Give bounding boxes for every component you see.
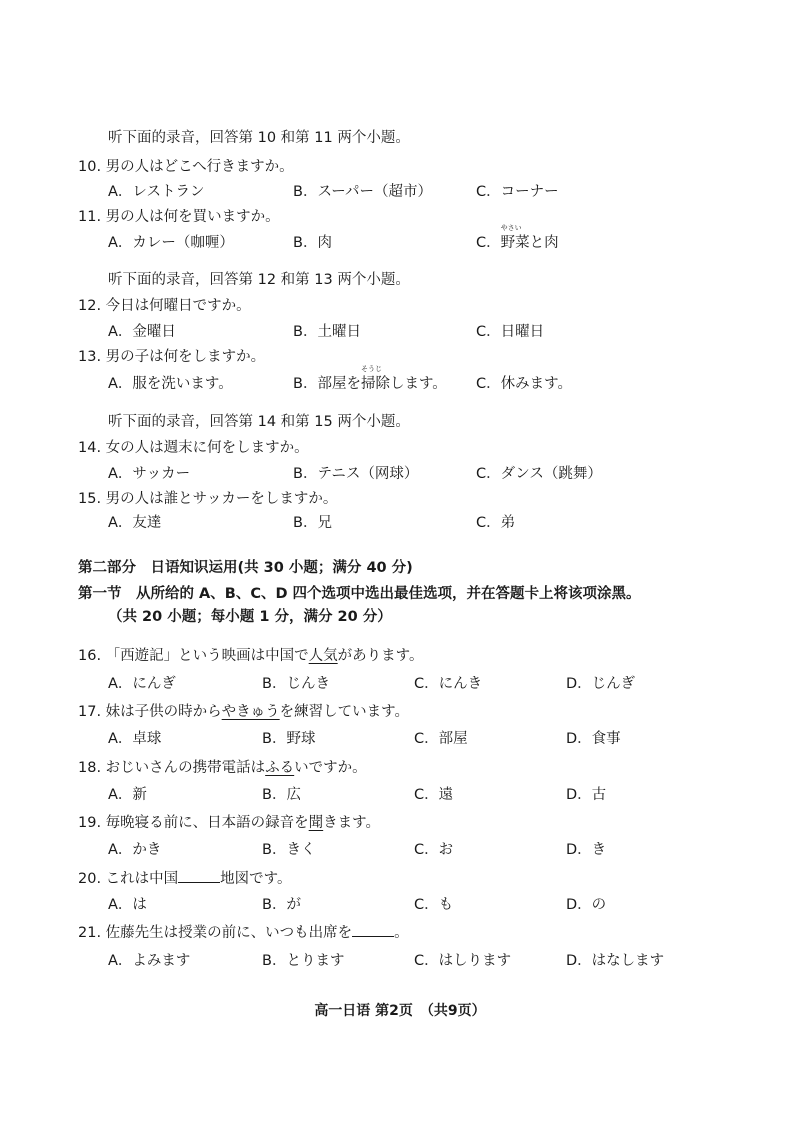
q11-option-a[interactable]: A．カレー（咖喱） <box>108 235 234 251</box>
q16-option-d[interactable]: D．じんぎ <box>566 676 636 692</box>
q20-option-b[interactable]: B．が <box>262 897 301 913</box>
q19-option-a[interactable]: A．かき <box>108 842 162 858</box>
question-17 <box>78 702 409 722</box>
q11-option-b[interactable]: B．肉 <box>293 235 332 251</box>
question-number: 18. <box>78 760 102 776</box>
q17-option-b[interactable]: B．野球 <box>262 731 316 747</box>
q21-option-a[interactable]: A．よみます <box>108 953 191 969</box>
kanji-base: 野菜 <box>500 235 530 251</box>
question-text-pre: 妹は子供の時から <box>105 704 222 720</box>
question-13 <box>78 347 265 367</box>
furigana-reading: そうじ <box>360 365 382 373</box>
option-letter: C． <box>476 235 501 251</box>
question-text-pre: 佐藤先生は授業の前に、いつも出席を <box>105 925 353 941</box>
q21-option-d[interactable]: D．はなします <box>566 953 665 969</box>
q11-option-c[interactable] <box>476 224 559 253</box>
q19-option-c[interactable]: C．お <box>414 842 454 858</box>
question-text: 今日は何曜日ですか。 <box>105 298 251 314</box>
listening-instruction-10-11: 听下面的录音，回答第 10 和第 11 两个小题。 <box>108 130 410 146</box>
question-number: 21. <box>78 925 102 941</box>
furigana-reading: やさい <box>500 224 522 232</box>
q18-option-c[interactable]: C．遠 <box>414 787 454 803</box>
q17-option-d[interactable]: D．食事 <box>566 731 621 747</box>
page-footer: 高一日语 第2页 （共9页） <box>314 1003 486 1019</box>
question-text: 男の人は何を買いますか。 <box>105 209 280 225</box>
question-number: 20. <box>78 871 102 887</box>
q12-option-c[interactable]: C．日曜日 <box>476 324 545 340</box>
question-text-post: があります。 <box>337 648 424 664</box>
q17-option-c[interactable]: C．部屋 <box>414 731 468 747</box>
q12-option-b[interactable]: B．土曜日 <box>293 324 361 340</box>
q15-option-c[interactable]: C．弟 <box>476 515 516 531</box>
furigana-word <box>360 365 390 394</box>
listening-instruction-12-13: 听下面的录音，回答第 12 和第 13 两个小题。 <box>108 272 410 288</box>
question-14 <box>78 438 309 458</box>
q14-option-c[interactable]: C．ダンス（跳舞） <box>476 466 602 482</box>
q15-option-a[interactable]: A．友達 <box>108 515 162 531</box>
option-tail: します。 <box>389 376 447 392</box>
question-text: 男の人は誰とサッカーをしますか。 <box>105 491 338 507</box>
question-text-pre: これは中国 <box>105 871 179 887</box>
q20-option-a[interactable]: A．は <box>108 897 147 913</box>
q16-option-b[interactable]: B．じんき <box>262 676 330 692</box>
q14-option-a[interactable]: A．サッカー <box>108 466 191 482</box>
q10-option-a[interactable]: A．レストラン <box>108 184 205 200</box>
question-number: 11. <box>78 209 102 225</box>
kanji-base: 掃除 <box>360 376 390 392</box>
q10-option-c[interactable]: C．コーナー <box>476 184 559 200</box>
underlined-word: やきゅう <box>221 704 280 720</box>
question-10 <box>78 157 294 177</box>
question-number: 14. <box>78 440 102 456</box>
q12-option-a[interactable]: A．金曜日 <box>108 324 176 340</box>
answer-blank <box>178 868 220 883</box>
q14-option-b[interactable]: B．テニス（网球） <box>293 466 419 482</box>
q15-option-b[interactable]: B．兄 <box>293 515 332 531</box>
q20-option-d[interactable]: D．の <box>566 897 607 913</box>
listening-instruction-14-15: 听下面的录音，回答第 14 和第 15 两个小题。 <box>108 414 410 430</box>
q17-option-a[interactable]: A．卓球 <box>108 731 162 747</box>
section-1-scoring: （共 20 小题；每小题 1 分，满分 20 分） <box>108 609 392 625</box>
question-text-pre: おじいさんの携帯電話は <box>105 760 266 776</box>
question-20 <box>78 868 292 889</box>
q18-option-a[interactable]: A．新 <box>108 787 147 803</box>
question-text: 女の人は週末に何をしますか。 <box>105 440 309 456</box>
question-16 <box>78 646 424 666</box>
q21-option-c[interactable]: C．はしります <box>414 953 512 969</box>
question-number: 10. <box>78 159 102 175</box>
question-text-post: いですか。 <box>294 760 367 776</box>
q18-option-d[interactable]: D．古 <box>566 787 607 803</box>
question-number: 17. <box>78 704 102 720</box>
option-prefix: B．部屋を <box>293 376 361 392</box>
question-15 <box>78 489 337 509</box>
question-text-post: きます。 <box>323 815 381 831</box>
question-text-pre: 毎晩寝る前に、日本語の録音を <box>105 815 309 831</box>
q13-option-b[interactable] <box>293 365 447 394</box>
question-text: 男の人はどこへ行きますか。 <box>105 159 294 175</box>
q10-option-b[interactable]: B．スーパー（超市） <box>293 184 432 200</box>
section-1-instruction: 第一节 从所给的 A、B、C、D 四个选项中选出最佳选项，并在答题卡上将该项涂黑。 <box>78 586 641 602</box>
underlined-word: 聞 <box>308 815 324 831</box>
question-number: 15. <box>78 491 102 507</box>
question-18 <box>78 758 367 778</box>
underlined-word: 人気 <box>308 648 338 664</box>
question-text-pre: 「西遊記」という映画は中国で <box>105 648 309 664</box>
q20-option-c[interactable]: C．も <box>414 897 454 913</box>
question-number: 19. <box>78 815 102 831</box>
question-number: 13. <box>78 349 102 365</box>
question-11 <box>78 207 280 227</box>
underlined-word: ふる <box>265 760 295 776</box>
question-number: 12. <box>78 298 102 314</box>
question-12 <box>78 296 251 316</box>
q18-option-b[interactable]: B．広 <box>262 787 301 803</box>
q16-option-a[interactable]: A．にんぎ <box>108 676 176 692</box>
question-number: 16. <box>78 648 102 664</box>
question-21 <box>78 922 409 943</box>
q13-option-c[interactable]: C．休みます。 <box>476 376 572 392</box>
question-text: 男の子は何をしますか。 <box>105 349 266 365</box>
q16-option-c[interactable]: C．にんき <box>414 676 483 692</box>
question-text-post: 。 <box>394 925 409 941</box>
question-text-post: を練習しています。 <box>279 704 410 720</box>
q13-option-a[interactable]: A．服を洗います。 <box>108 376 233 392</box>
q19-option-b[interactable]: B．きく <box>262 842 316 858</box>
q19-option-d[interactable]: D．き <box>566 842 607 858</box>
q21-option-b[interactable]: B．とります <box>262 953 345 969</box>
answer-blank <box>352 922 394 937</box>
furigana-word <box>500 224 530 253</box>
option-tail: と肉 <box>529 235 559 251</box>
part-2-heading: 第二部分 日语知识运用(共 30 小题；满分 40 分) <box>78 560 413 576</box>
question-19 <box>78 813 380 833</box>
question-text-post: 地図です。 <box>220 871 292 887</box>
